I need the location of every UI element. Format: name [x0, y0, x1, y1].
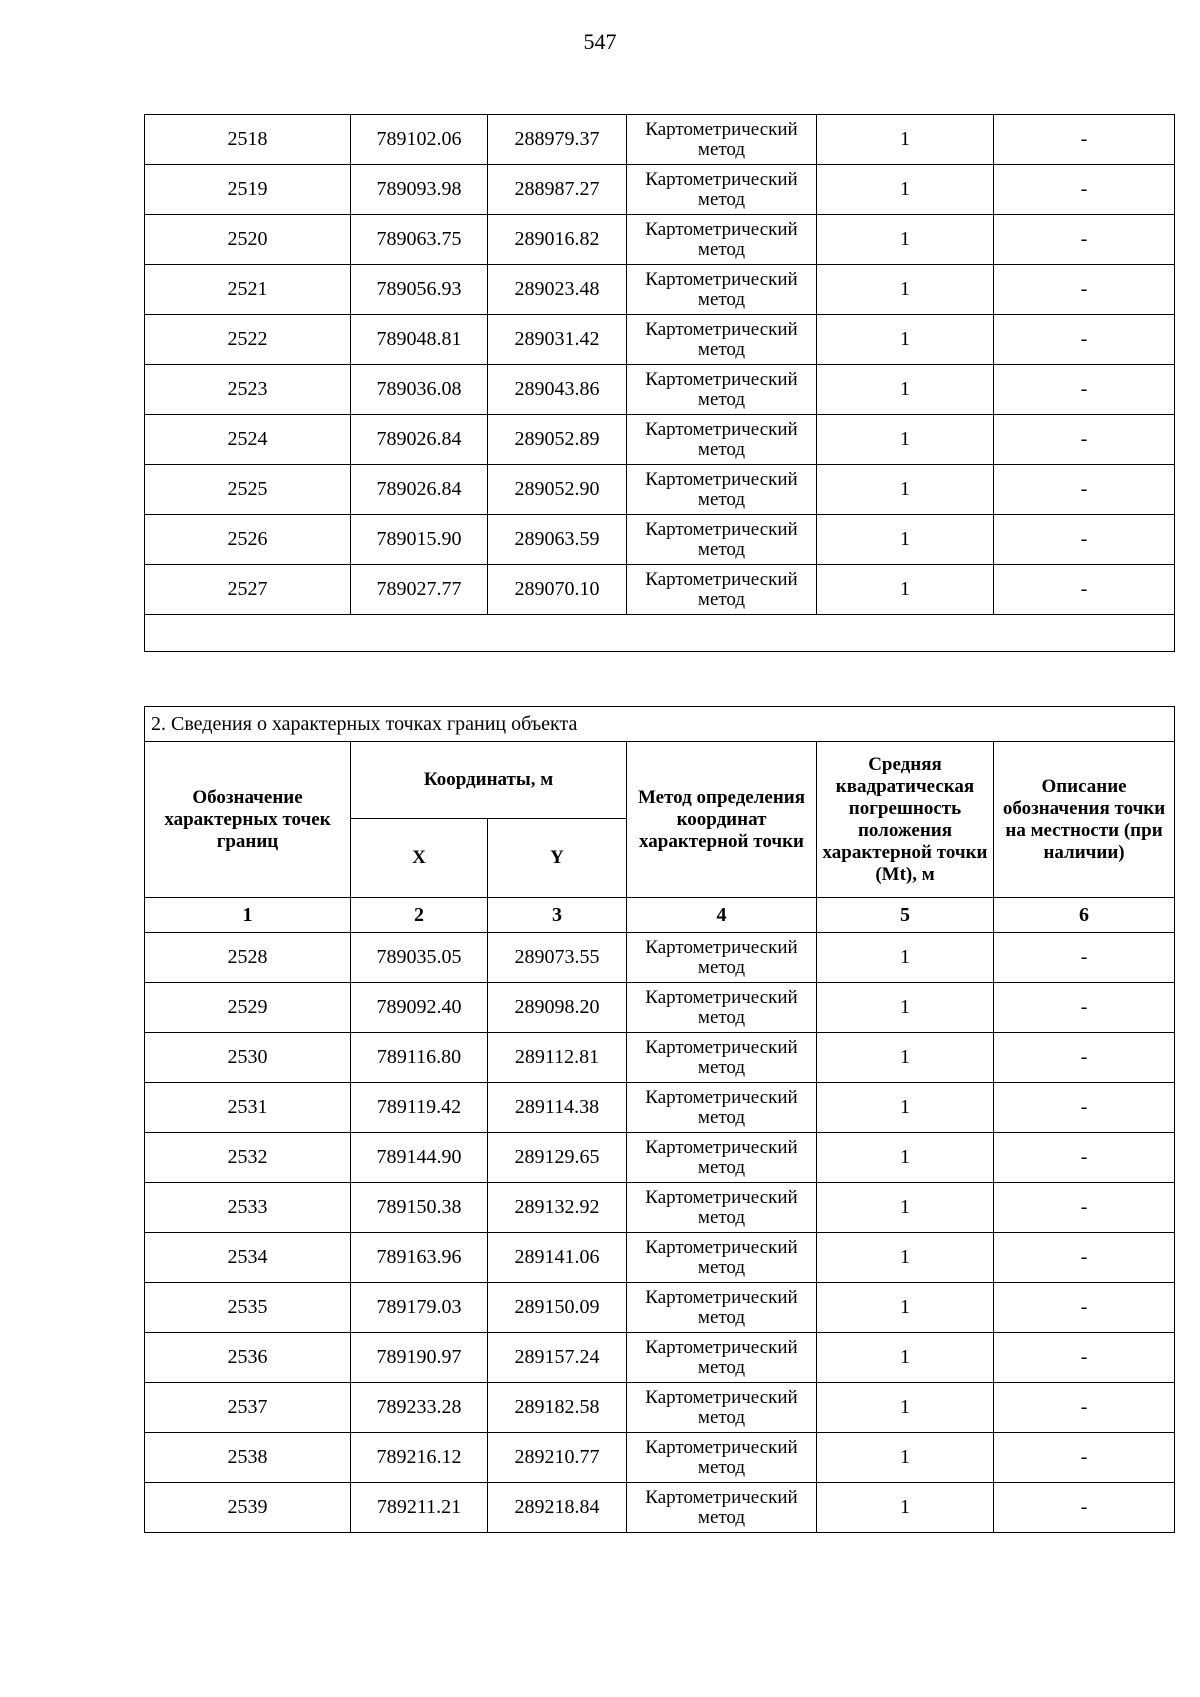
table-row: [145, 1133, 1175, 1183]
table-row: [145, 983, 1175, 1033]
table-row: [145, 565, 1175, 615]
header-x: X: [351, 819, 488, 898]
method-cell: Картометрический метод: [627, 315, 817, 365]
method-cell: Картометрический метод: [627, 1033, 817, 1083]
y-coordinate-cell: 289098.20: [488, 983, 627, 1033]
point-id-cell: 2523: [145, 365, 351, 415]
column-number: 6: [994, 898, 1175, 933]
x-coordinate-cell: 789144.90: [351, 1133, 488, 1183]
x-coordinate-cell: 789119.42: [351, 1083, 488, 1133]
y-coordinate-cell: 289023.48: [488, 265, 627, 315]
table-row: [145, 1333, 1175, 1383]
mt-cell: 1: [817, 265, 994, 315]
y-coordinate-cell: 289052.89: [488, 415, 627, 465]
mt-cell: 1: [817, 1083, 994, 1133]
table-top-body: [145, 115, 1175, 615]
mt-cell: 1: [817, 315, 994, 365]
method-cell: Картометрический метод: [627, 415, 817, 465]
point-id-cell: 2520: [145, 215, 351, 265]
y-coordinate-cell: 288979.37: [488, 115, 627, 165]
description-cell: -: [994, 1233, 1175, 1283]
table-row: [145, 1083, 1175, 1133]
mt-cell: 1: [817, 215, 994, 265]
point-id-cell: 2521: [145, 265, 351, 315]
x-coordinate-cell: 789179.03: [351, 1283, 488, 1333]
header-mt: Средняя квадратическая погрешность положения характерной точки (Mt), м: [817, 742, 994, 898]
x-coordinate-cell: 789015.90: [351, 515, 488, 565]
method-cell: Картометрический метод: [627, 365, 817, 415]
characteristic-points-table: [144, 706, 1175, 1533]
header-description: Описание обозначения точки на местности (при наличии): [994, 742, 1175, 898]
method-cell: Картометрический метод: [627, 515, 817, 565]
method-cell: Картометрический метод: [627, 165, 817, 215]
table-row: [145, 115, 1175, 165]
point-id-cell: 2532: [145, 1133, 351, 1183]
table-bottom-body: [145, 933, 1175, 1533]
mt-cell: 1: [817, 515, 994, 565]
table-row: [145, 215, 1175, 265]
point-id-cell: 2527: [145, 565, 351, 615]
column-number: 2: [351, 898, 488, 933]
point-id-cell: 2524: [145, 415, 351, 465]
table-row: [145, 365, 1175, 415]
description-cell: -: [994, 1283, 1175, 1333]
description-cell: -: [994, 1183, 1175, 1233]
x-coordinate-cell: 789211.21: [351, 1483, 488, 1533]
x-coordinate-cell: 789092.40: [351, 983, 488, 1033]
y-coordinate-cell: 289063.59: [488, 515, 627, 565]
point-id-cell: 2528: [145, 933, 351, 983]
x-coordinate-cell: 789150.38: [351, 1183, 488, 1233]
description-cell: -: [994, 515, 1175, 565]
mt-cell: 1: [817, 465, 994, 515]
point-id-cell: 2538: [145, 1433, 351, 1483]
table-row: [145, 265, 1175, 315]
x-coordinate-cell: 789116.80: [351, 1033, 488, 1083]
x-coordinate-cell: 789027.77: [351, 565, 488, 615]
y-coordinate-cell: 289129.65: [488, 1133, 627, 1183]
mt-cell: 1: [817, 415, 994, 465]
mt-cell: 1: [817, 1333, 994, 1383]
table-row: [145, 1233, 1175, 1283]
table-row: [145, 1283, 1175, 1333]
y-coordinate-cell: 289112.81: [488, 1033, 627, 1083]
table-row: [145, 1383, 1175, 1433]
x-coordinate-cell: 789063.75: [351, 215, 488, 265]
point-id-cell: 2525: [145, 465, 351, 515]
page-number: 547: [583, 29, 617, 54]
point-id-cell: 2530: [145, 1033, 351, 1083]
section-title-row: [145, 707, 1175, 742]
mt-cell: 1: [817, 1433, 994, 1483]
column-number: 5: [817, 898, 994, 933]
description-cell: -: [994, 1133, 1175, 1183]
point-id-cell: 2537: [145, 1383, 351, 1433]
description-cell: -: [994, 465, 1175, 515]
y-coordinate-cell: 289114.38: [488, 1083, 627, 1133]
mt-cell: 1: [817, 1133, 994, 1183]
point-id-cell: 2533: [145, 1183, 351, 1233]
x-coordinate-cell: 789190.97: [351, 1333, 488, 1383]
y-coordinate-cell: 289132.92: [488, 1183, 627, 1233]
header-point: Обозначение характерных точек границ: [145, 742, 351, 898]
method-cell: Картометрический метод: [627, 1083, 817, 1133]
description-cell: -: [994, 1483, 1175, 1533]
description-cell: -: [994, 1333, 1175, 1383]
method-cell: Картометрический метод: [627, 1383, 817, 1433]
description-cell: -: [994, 215, 1175, 265]
y-coordinate-cell: 289150.09: [488, 1283, 627, 1333]
table-row: [145, 515, 1175, 565]
method-cell: Картометрический метод: [627, 265, 817, 315]
description-cell: -: [994, 1083, 1175, 1133]
y-coordinate-cell: 289031.42: [488, 315, 627, 365]
table-row: [145, 1433, 1175, 1483]
table-row: [145, 315, 1175, 365]
x-coordinate-cell: 789102.06: [351, 115, 488, 165]
point-id-cell: 2536: [145, 1333, 351, 1383]
y-coordinate-cell: 289210.77: [488, 1433, 627, 1483]
mt-cell: 1: [817, 983, 994, 1033]
header-coordinates: Координаты, м: [351, 742, 627, 819]
point-id-cell: 2531: [145, 1083, 351, 1133]
x-coordinate-cell: 789048.81: [351, 315, 488, 365]
header-row: [145, 742, 1175, 819]
point-id-cell: 2522: [145, 315, 351, 365]
x-coordinate-cell: 789056.93: [351, 265, 488, 315]
description-cell: -: [994, 1433, 1175, 1483]
mt-cell: 1: [817, 1033, 994, 1083]
description-cell: -: [994, 315, 1175, 365]
y-coordinate-cell: 288987.27: [488, 165, 627, 215]
x-coordinate-cell: 789216.12: [351, 1433, 488, 1483]
method-cell: Картометрический метод: [627, 1183, 817, 1233]
table-row: [145, 1183, 1175, 1233]
table-row: [145, 165, 1175, 215]
section-title: 2. Сведения о характерных точках границ объекта: [145, 707, 1175, 742]
point-id-cell: 2519: [145, 165, 351, 215]
empty-row: [145, 615, 1175, 652]
description-cell: -: [994, 165, 1175, 215]
table-row: [145, 1033, 1175, 1083]
y-coordinate-cell: 289052.90: [488, 465, 627, 515]
mt-cell: 1: [817, 1383, 994, 1433]
mt-cell: 1: [817, 1233, 994, 1283]
column-number: 1: [145, 898, 351, 933]
method-cell: Картометрический метод: [627, 983, 817, 1033]
x-coordinate-cell: 789093.98: [351, 165, 488, 215]
description-cell: -: [994, 265, 1175, 315]
header-method: Метод определения координат характерной точки: [627, 742, 817, 898]
table-row: [145, 415, 1175, 465]
column-number: 4: [627, 898, 817, 933]
y-coordinate-cell: 289016.82: [488, 215, 627, 265]
description-cell: -: [994, 365, 1175, 415]
table-row: [145, 1483, 1175, 1533]
method-cell: Картометрический метод: [627, 1283, 817, 1333]
y-coordinate-cell: 289043.86: [488, 365, 627, 415]
column-number: 3: [488, 898, 627, 933]
x-coordinate-cell: 789035.05: [351, 933, 488, 983]
x-coordinate-cell: 789036.08: [351, 365, 488, 415]
method-cell: Картометрический метод: [627, 115, 817, 165]
header-y: Y: [488, 819, 627, 898]
y-coordinate-cell: 289157.24: [488, 1333, 627, 1383]
point-id-cell: 2539: [145, 1483, 351, 1533]
point-id-cell: 2518: [145, 115, 351, 165]
method-cell: Картометрический метод: [627, 1483, 817, 1533]
description-cell: -: [994, 1383, 1175, 1433]
description-cell: -: [994, 415, 1175, 465]
description-cell: -: [994, 565, 1175, 615]
x-coordinate-cell: 789026.84: [351, 465, 488, 515]
table-row: [145, 933, 1175, 983]
point-id-cell: 2535: [145, 1283, 351, 1333]
mt-cell: 1: [817, 1183, 994, 1233]
x-coordinate-cell: 789163.96: [351, 1233, 488, 1283]
coordinates-table-continued: [144, 114, 1175, 652]
empty-cell: [145, 615, 1175, 652]
mt-cell: 1: [817, 1283, 994, 1333]
y-coordinate-cell: 289070.10: [488, 565, 627, 615]
method-cell: Картометрический метод: [627, 215, 817, 265]
mt-cell: 1: [817, 165, 994, 215]
description-cell: -: [994, 115, 1175, 165]
mt-cell: 1: [817, 565, 994, 615]
table-row: [145, 465, 1175, 515]
description-cell: -: [994, 1033, 1175, 1083]
column-numbers-row: [145, 898, 1175, 933]
point-id-cell: 2526: [145, 515, 351, 565]
method-cell: Картометрический метод: [627, 465, 817, 515]
method-cell: Картометрический метод: [627, 565, 817, 615]
point-id-cell: 2534: [145, 1233, 351, 1283]
description-cell: -: [994, 983, 1175, 1033]
mt-cell: 1: [817, 365, 994, 415]
y-coordinate-cell: 289218.84: [488, 1483, 627, 1533]
description-cell: -: [994, 933, 1175, 983]
y-coordinate-cell: 289073.55: [488, 933, 627, 983]
mt-cell: 1: [817, 933, 994, 983]
method-cell: Картометрический метод: [627, 1133, 817, 1183]
y-coordinate-cell: 289182.58: [488, 1383, 627, 1433]
method-cell: Картометрический метод: [627, 1333, 817, 1383]
mt-cell: 1: [817, 115, 994, 165]
x-coordinate-cell: 789026.84: [351, 415, 488, 465]
method-cell: Картометрический метод: [627, 1233, 817, 1283]
x-coordinate-cell: 789233.28: [351, 1383, 488, 1433]
mt-cell: 1: [817, 1483, 994, 1533]
method-cell: Картометрический метод: [627, 933, 817, 983]
method-cell: Картометрический метод: [627, 1433, 817, 1483]
point-id-cell: 2529: [145, 983, 351, 1033]
y-coordinate-cell: 289141.06: [488, 1233, 627, 1283]
